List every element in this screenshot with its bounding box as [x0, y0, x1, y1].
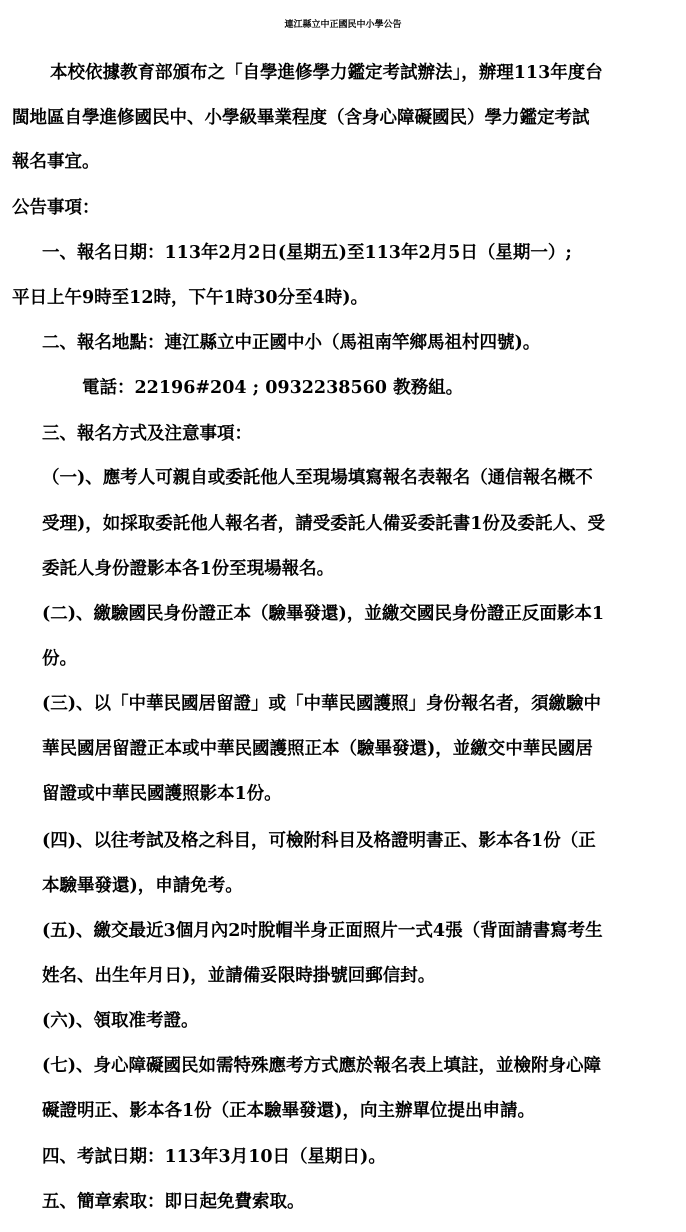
item-3-line-1: (三)、以「中華民國居留證」或「中華民國護照」身份報名者，須繳驗中: [42, 694, 602, 714]
intro-line-3: 報名事宜。: [12, 152, 100, 172]
item-3-line-3: 留證或中華民國護照影本1份。: [42, 784, 282, 804]
item-1-line-1: （一)、應考人可親自或委託他人至現場填寫報名表報名（通信報名概不: [42, 468, 593, 488]
item-1-line-3: 委託人身份證影本各1份至現場報名。: [42, 559, 335, 579]
item-6-line-1: (六)、領取准考證。: [42, 1011, 199, 1031]
brochure-info: 五、簡章索取：即日起免費索取。: [42, 1192, 305, 1212]
intro-line-1: 本校依據教育部頒布之「自學進修學力鑑定考試辦法」，辦理113年度台: [50, 63, 603, 83]
item-5-line-1: (五)、繳交最近3個月內2吋脫帽半身正面照片一式4張（背面請書寫考生: [42, 921, 603, 941]
item-5-line-2: 姓名、出生年月日)，並請備妥限時掛號回郵信封。: [42, 966, 436, 986]
registration-date-line-1: 一、報名日期：113年2月2日(星期五)至113年2月5日（星期一）;: [42, 243, 572, 263]
registration-date-line-2: 平日上午9時至12時，下午1時30分至4時)。: [12, 288, 369, 308]
announcement-heading: 公告事項：: [12, 198, 100, 218]
item-2-line-1: (二)、繳驗國民身份證正本（驗畢發還)，並繳交國民身份證正反面影本1: [42, 604, 605, 624]
item-3-line-2: 華民國居留證正本或中華民國護照正本（驗畢發還)，並繳交中華民國居: [42, 739, 593, 759]
item-7-line-2: 礙證明正、影本各1份（正本驗畢發還)，向主辦單位提出申請。: [42, 1101, 535, 1121]
registration-location: 二、報名地點：連江縣立中正國中小（馬祖南竿鄉馬祖村四號)。: [42, 333, 541, 353]
intro-line-2: 閩地區自學進修國民中、小學級畢業程度（含身心障礙國民）學力鑑定考試: [12, 108, 590, 128]
page-title: 連江縣立中正國民中小學公告: [284, 20, 402, 30]
item-4-line-2: 本驗畢發還)，申請免考。: [42, 876, 243, 896]
item-2-line-2: 份。: [42, 649, 77, 669]
registration-method-heading: 三、報名方式及注意事項：: [42, 424, 252, 444]
exam-date: 四、考試日期：113年3月10日（星期日)。: [42, 1147, 386, 1167]
item-1-line-2: 受理)，如採取委託他人報名者，請受委託人備妥委託書1份及委託人、受: [42, 514, 605, 534]
item-7-line-1: (七)、身心障礙國民如需特殊應考方式應於報名表上填註，並檢附身心障: [42, 1056, 602, 1076]
contact-phone: 電話：22196#204 ; 0932238560 教務組。: [82, 378, 464, 398]
item-4-line-1: (四)、以往考試及格之科目，可檢附科目及格證明書正、影本各1份（正: [42, 831, 596, 851]
